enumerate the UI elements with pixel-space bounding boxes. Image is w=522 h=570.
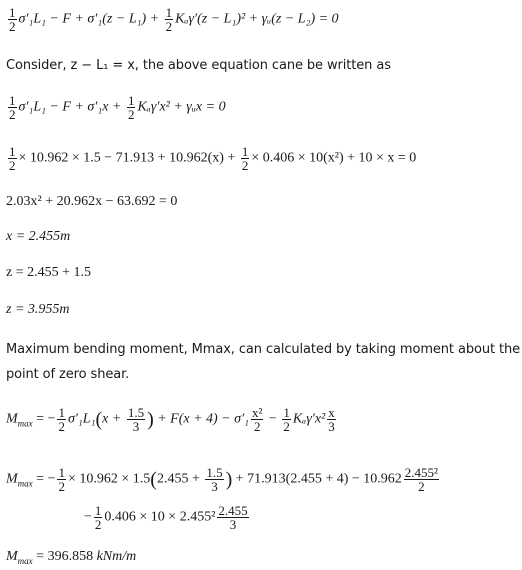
equation-11-result: $M_{max} = 396.858$ kNm/m [6,549,137,566]
equation-5: x = 2.455m [6,229,71,244]
fraction-half: $\frac{1}{2}$ [58,465,65,494]
fraction-2-455-over-3: $\frac{2.455}{3}$ [218,503,248,532]
equation-8: $M_{max}$ = − $\frac{1}{2}$ σ′₁L₁(x + $\frac{1.5}{3}$ ) + F(x + 4) − σ′₁ $\frac{\text{x²}}{2}$ − $\frac{1}{2}$ Kₐγ′x² $\frac{x}{3}$ [6,405,335,434]
paragraph-line-1: Maximum bending moment, Mmax, can calculated by taking moment about the [6,342,521,357]
equation-9: $M_{max}$ = − $\frac{1}{2}$ × 10.962 × 1.5(2.455 + $\frac{1.5}{3}$ ) + 71.913(2.455 + 4) − 10.962 $\frac{\text{2.455²}}{2}$ [6,465,438,494]
equation-3: $\frac{1}{2}$ × 10.962 × 1.5 − 71.913 + 10.962(x) + $\frac{1}{2}$ × 0.406 × 10(x²) + 10 × x = 0 [9,144,417,173]
fraction-half: $\frac{1}{2}$ [9,144,16,173]
equation-4: 2.03x² + 20.962x − 63.692 = 0 [6,194,178,209]
fraction-half: $\frac{1}{2}$ [283,405,290,434]
paren-left: ( [95,408,103,431]
paren-right: ) [147,408,154,431]
equation-1: $\frac{1}{2}$ σ′₁L₁ − F + σ′₁(z − L₁) + $\frac{1}{2}$ Kₐγ′(z − L₁)² + γᵤ(z − L₂) = 0 [9,5,339,34]
fraction-x2-over-2: $\frac{\text{x²}}{2}$ [252,405,263,434]
fraction-1-5-over-3: $\frac{1.5}{3}$ [206,465,223,494]
paren-right: ) [225,468,233,491]
fraction-x-over-3: $\frac{x}{3}$ [328,405,335,434]
consider-text: Consider, z − L₁ = x, the above equation cane be written as [6,58,391,73]
fraction-2-455-sq-over-2: $\frac{\text{2.455²}}{2}$ [404,465,438,494]
fraction-half: $\frac{1}{2}$ [241,144,249,173]
paragraph-line-2: point of zero shear. [6,367,130,382]
fraction-half: $\frac{1}{2}$ [58,405,65,434]
fraction-half: $\frac{1}{2}$ [127,93,135,122]
fraction-1-5-over-3: $\frac{1.5}{3}$ [127,405,145,434]
equation-2: $\frac{1}{2}$ σ′₁L₁ − F + σ′₁x + $\frac{1}{2}$ Kₐγ′x² + γᵤx = 0 [9,93,226,122]
fraction-half: $\frac{1}{2}$ [9,5,16,34]
paren-left: ( [150,468,157,491]
fraction-half: $\frac{1}{2}$ [165,5,173,34]
equation-7: z = 3.955m [6,302,70,317]
fraction-half: $\frac{1}{2}$ [94,503,102,532]
equation-10: − $\frac{1}{2}$ 0.406 × 10 × 2.455² $\frac{2.455}{3}$ [84,503,248,532]
equation-6: z = 2.455 + 1.5 [6,265,92,280]
fraction-half: $\frac{1}{2}$ [9,93,16,122]
